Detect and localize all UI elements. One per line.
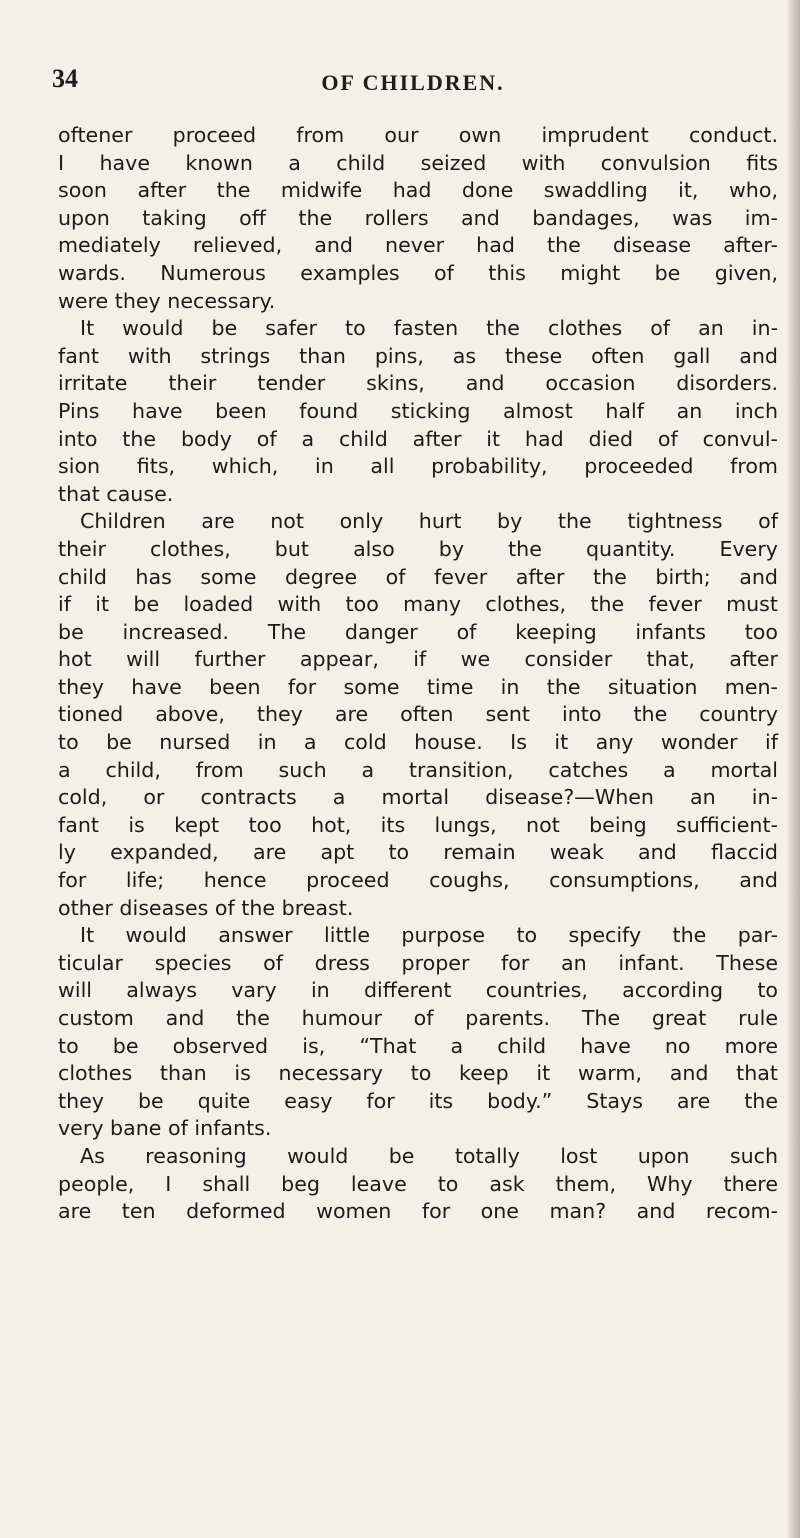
text-line: for life; hence proceed coughs, consumptions, and — [58, 868, 778, 893]
text-line: their clothes, but also by the quantity. Every — [58, 536, 778, 561]
text-line: into the body of a child after it had died of convul- — [58, 426, 778, 451]
text-line: Pins have been found sticking almost half an inch — [58, 398, 778, 423]
text-line: wards. Numerous examples of this might be given, — [58, 260, 778, 285]
text-line: if it be loaded with too many clothes, the fever must — [58, 592, 778, 617]
text-line: very bane of infants. — [58, 1116, 272, 1141]
text-line: they have been for some time in the situation men- — [58, 674, 778, 699]
page-spine-shadow — [786, 0, 800, 1538]
page-header — [48, 64, 778, 104]
text-line: people, I shall beg leave to ask them, Why there — [58, 1171, 778, 1196]
text-line: hot will further appear, if we consider that, after — [58, 647, 778, 672]
text-line: sion fits, which, in all probability, proceeded from — [58, 454, 778, 479]
text-line: they be quite easy for its body.” Stays are the — [58, 1088, 778, 1113]
text-line: child has some degree of fever after the birth; and — [58, 564, 778, 589]
text-line: be increased. The danger of keeping infants too — [58, 619, 778, 644]
text-line: upon taking off the rollers and bandages, was im- — [58, 205, 778, 230]
text-line: Children are not only hurt by the tightness of — [80, 509, 778, 534]
text-line: It would be safer to fasten the clothes of an in- — [80, 316, 778, 341]
text-line: custom and the humour of parents. The great rule — [58, 1006, 778, 1030]
text-line: other diseases of the breast. — [58, 895, 354, 920]
text-line: fant is kept too hot, its lungs, not being sufficient- — [58, 812, 778, 837]
text-line: cold, or contracts a mortal disease?—When an in- — [58, 785, 778, 810]
text-line: ly expanded, are apt to remain weak and flaccid — [58, 840, 778, 865]
running-title: OF CHILDREN. — [321, 70, 505, 95]
text-line: irritate their tender skins, and occasion disorders. — [58, 371, 778, 396]
text-line: oftener proceed from our own imprudent conduct. — [58, 123, 778, 147]
text-line: soon after the midwife had done swaddling it, who, — [58, 178, 778, 203]
text-line: were they necessary. — [58, 288, 276, 313]
text-line: to be observed is, “That a child have no more — [58, 1033, 778, 1058]
text-line: a child, from such a transition, catches a mortal — [58, 757, 778, 782]
page-number: 34 — [52, 64, 78, 93]
text-line: to be nursed in a cold house. Is it any wonder if — [58, 730, 778, 755]
body-text — [58, 122, 778, 1226]
text-line: I have known a child seized with convulsion fits — [58, 150, 778, 175]
text-line: mediately relieved, and never had the disease after- — [58, 233, 778, 258]
text-line: tioned above, they are often sent into the country — [58, 702, 778, 727]
text-line: ticular species of dress proper for an infant. These — [58, 950, 778, 975]
text-line: As reasoning would be totally lost upon such — [80, 1143, 778, 1168]
text-line: fant with strings than pins, as these often gall and — [58, 343, 778, 368]
text-line: will always vary in different countries, according to — [58, 978, 778, 1003]
text-line: that cause. — [58, 481, 174, 506]
text-line: are ten deformed women for one man? and recom- — [58, 1199, 778, 1224]
text-line: clothes than is necessary to keep it warm, and that — [58, 1061, 778, 1086]
text-line: It would answer little purpose to specify the par- — [80, 923, 778, 948]
